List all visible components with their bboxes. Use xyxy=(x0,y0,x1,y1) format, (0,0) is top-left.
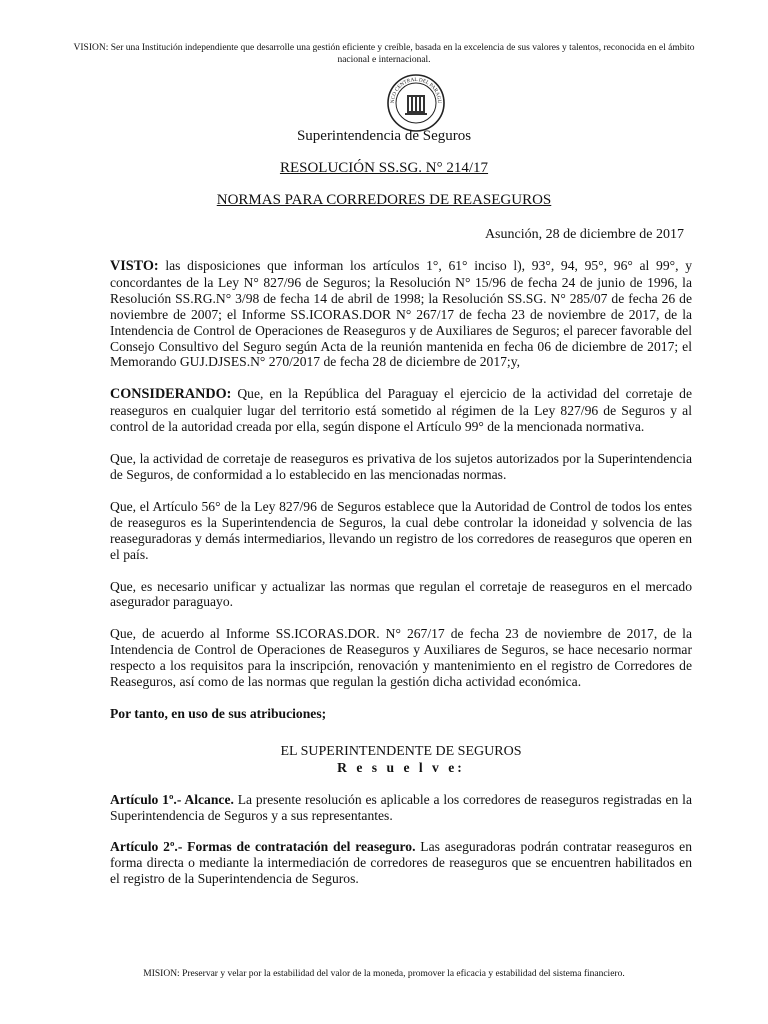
organization-title: Superintendencia de Seguros xyxy=(296,128,472,144)
document-body xyxy=(110,258,692,903)
por-tanto-line: Por tanto, en uso de sus atribuciones; xyxy=(110,705,327,721)
paragraph-3: Que, es necesario unificar y actualizar las normas que regulan el corretaje de reaseguros en el mercado asegurador paraguayo. xyxy=(110,578,692,610)
resolve-block xyxy=(110,744,692,776)
resolution-number: RESOLUCIÓN SS.SG. N° 214/17 xyxy=(279,160,489,176)
svg-text:BANCO CENTRAL DEL PARAGUAY: NCO CENTRAL DEL PARAGU xyxy=(389,76,443,104)
authority-title: EL SUPERINTENDENTE DE SEGUROS xyxy=(280,743,522,759)
considerando-label: CONSIDERANDO: xyxy=(110,386,232,403)
mision-statement: MISION: Preservar y velar por la estabilidad del valor de la moneda, promover la eficacia y estabilidad del sistema financiero. xyxy=(143,969,625,979)
article-2-title: Artículo 2º.- Formas de contratación del reaseguro. xyxy=(110,839,416,855)
article-1-text: La presente resolución es aplicable a los corredores de reaseguros registradas en la Superintendencia de Seguros y a sus representantes. xyxy=(110,791,692,823)
article-1-title: Artículo 1º.- Alcance. xyxy=(110,791,234,807)
visto-text: las disposiciones que informan los artículos 1°, 61° inciso l), 93°, 94, 95°, 96° al 99°, y concordantes de la Ley N° 827/96 de Seguros; la Resolución N° 15/96 de fecha 24 de junio de 1996, la Resolución SS.RG.N° 3/98 de fecha 14 de abril de 1998; la Resolución SS.SG. N° 285/07 de fecha 26 de noviembre de 2007; el Informe SS.ICORAS.DOR N° 267/17 de fecha 23 de noviembre de 2017, de la Intendencia de Control de Operaciones de Reaseguros y de Auxiliares de Seguros; el parecer favorable del Consejo Consultivo del Seguro según Acta de la reunión mantenida en fecha 06 de diciembre de 2017; el Memorando GUJ.DJSES.N° 270/2017 de fecha 28 de diciembre de 2017;y, xyxy=(110,258,692,370)
central-bank-seal-icon xyxy=(386,73,446,133)
considerando-text: Que, en la República del Paraguay el ejercicio de la actividad del corretaje de reaseguros en cualquier lugar del territorio está sometido al régimen de la Ley 827/96 de Seguros y al control de la autoridad creada por ella, según dispone el Artículo 99° de la mencionada normativa. xyxy=(110,386,692,435)
paragraph-1: Que, la actividad de corretaje de reaseguros es privativa de los sujetos autorizados por la Superintendencia de Seguros, de conformidad a lo establecido en las mencionadas normas. xyxy=(110,451,692,482)
article-2-text: Las aseguradoras podrán contratar reaseguros en forma directa o mediante la intermediación de corredores de reaseguros que se encuentren habilitados en el registro de la Superintendencia de Seguros. xyxy=(110,839,692,887)
considerando-paragraph xyxy=(110,386,692,435)
resolution-subject: NORMAS PARA CORREDORES DE REASEGUROS xyxy=(216,192,552,208)
document-date: Asunción, 28 de diciembre de 2017 xyxy=(484,227,684,242)
article-2 xyxy=(110,839,692,887)
paragraph-2: Que, el Artículo 56° de la Ley 827/96 de Seguros establece que la Autoridad de Control de todos los entes de reaseguros es la Superintendencia de Seguros, la cual debe controlar la idoneidad y solvencia de las reaseguradoras y demás intermediarios, llevando un registro de los corredores de reaseguros que operen en el país. xyxy=(110,498,692,562)
vision-statement: VISION: Ser una Institución independiente que desarrolle una gestión eficiente y creíble, basada en la excelencia de sus valores y talentos, reconocida en el ámbito nacional e internacional. xyxy=(73,43,695,65)
article-1 xyxy=(110,792,692,824)
paragraph-4: Que, de acuerdo al Informe SS.ICORAS.DOR. N° 267/17 de fecha 23 de noviembre de 2017, de la Intendencia de Control de Operaciones de Reaseguros y Auxiliares de Seguros, se hace necesario normar respecto a los requisitos para la inscripción, renovación y mantenimiento en el registro de Corredores de Reaseguros, así como de las normas que regulan la gestión dicha actividad económica. xyxy=(110,626,692,690)
visto-label: VISTO: xyxy=(110,258,159,274)
resolve-verb: R e s u e l v e: xyxy=(337,759,465,775)
visto-paragraph xyxy=(110,258,692,370)
